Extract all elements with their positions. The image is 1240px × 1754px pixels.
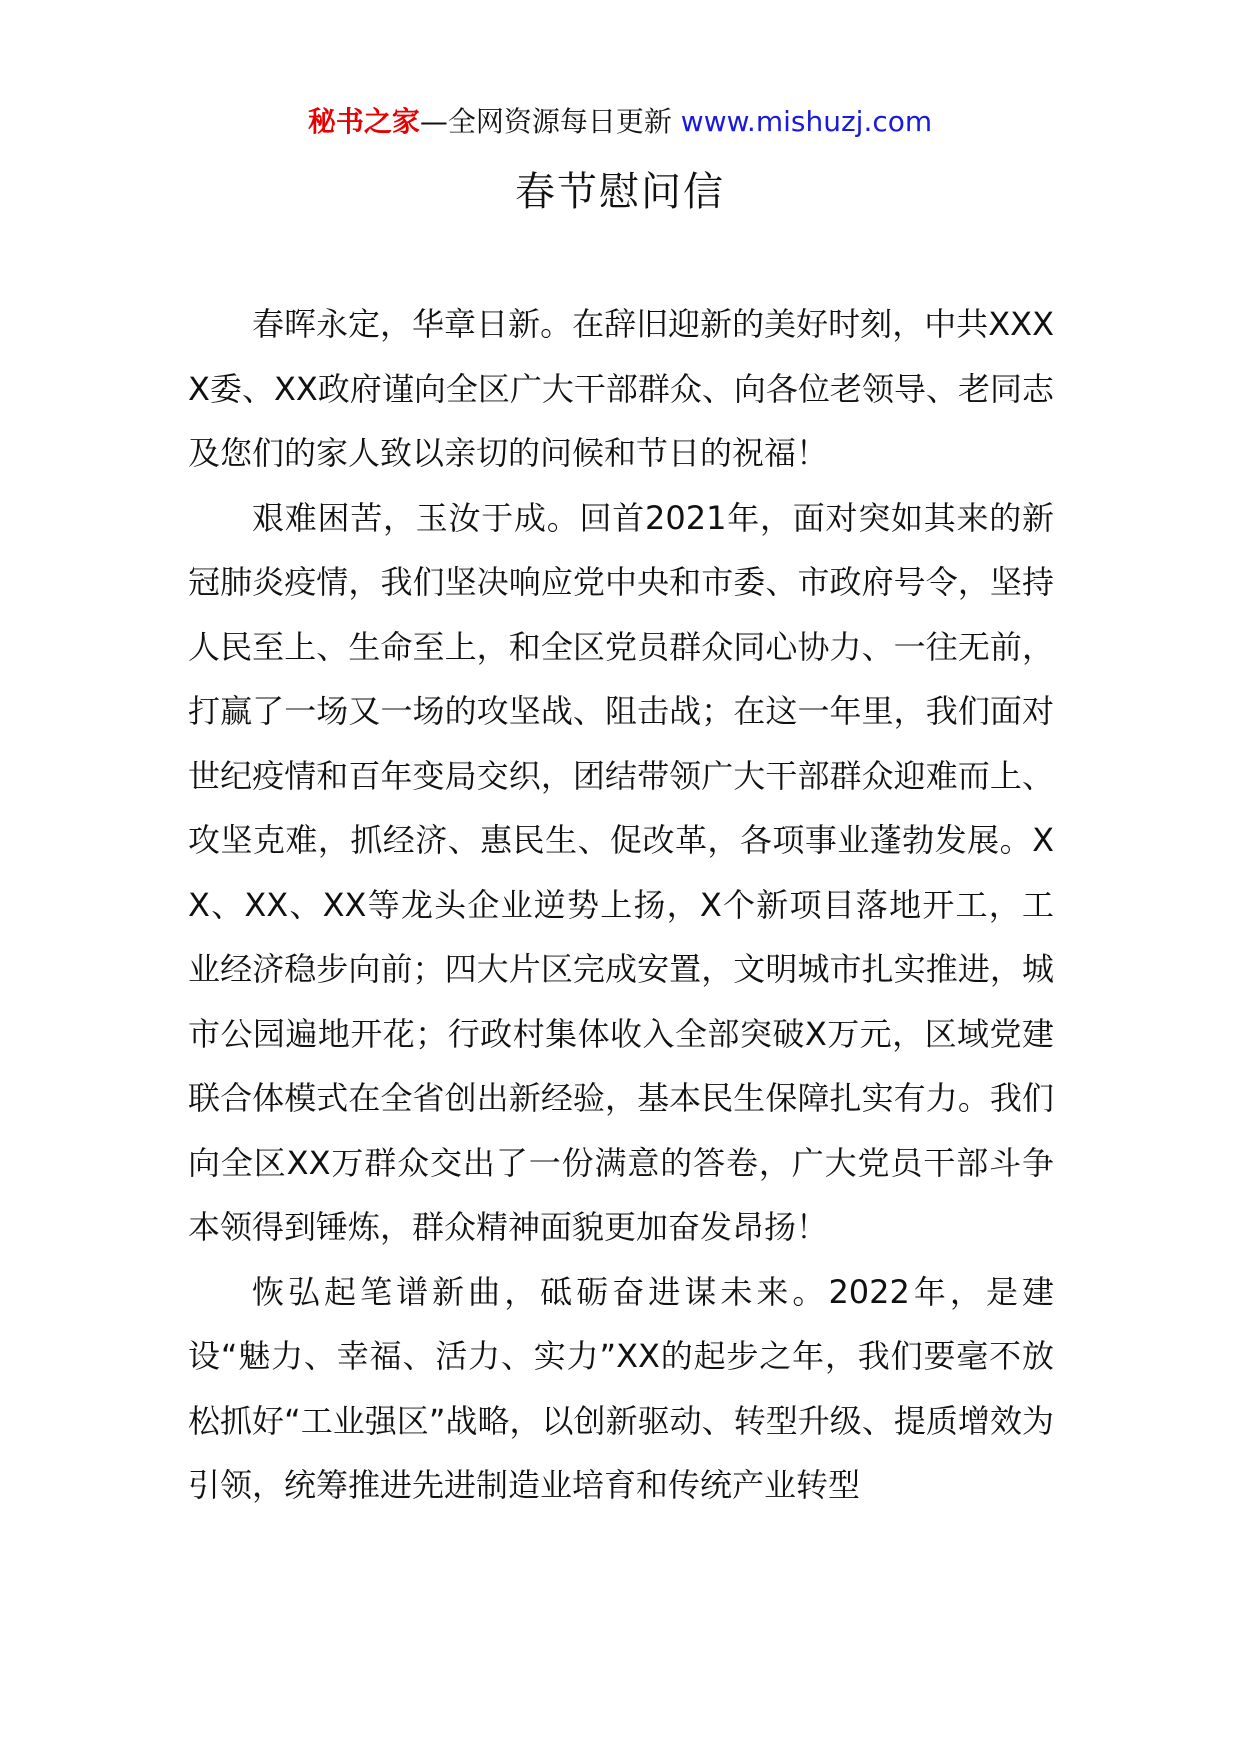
- document-body: [188, 292, 1054, 1518]
- site-header: [0, 100, 1240, 144]
- site-brand: 秘书之家: [307, 105, 420, 138]
- site-slogan: —全网资源每日更新: [419, 105, 672, 138]
- paragraph-1: 春晖永定，华章日新。在辞旧迎新的美好时刻，中共XXXX委、XX政府谨向全区广大干部群众、向各位老领导、老同志及您们的家人致以亲切的问候和节日的祝福！: [188, 305, 1054, 472]
- paragraph-3: 恢弘起笔谱新曲，砥砺奋进谋未来。2022年，是建设“魅力、幸福、活力、实力”XX的起步之年，我们要毫不放松抓好“工业强区”战略，以创新驱动、转型升级、提质增效为引领，统筹推进先进制造业培育和传统产业转型: [188, 1272, 1054, 1504]
- site-url-link[interactable]: www.mishuzj.com: [680, 105, 933, 138]
- paragraph-2: 艰难困苦，玉汝于成。回首2021年，面对突如其来的新冠肺炎疫情，我们坚决响应党中央和市委、市政府号令，坚持人民至上、生命至上，和全区党员群众同心协力、一往无前，打赢了一场又一场的攻坚战、阻击战；在这一年里，我们面对世纪疫情和百年变局交织，团结带领广大干部群众迎难而上、攻坚克难，抓经济、惠民生、促改革，各项事业蓬勃发展。XX、XX、XX等龙头企业逆势上扬，X个新项目落地开工，工业经济稳步向前；四大片区完成安置，文明城市扎实推进，城市公园遍地开花；行政村集体收入全部突破X万元，区域党建联合体模式在全省创出新经验，基本民生保障扎实有力。我们向全区XX万群众交出了一份满意的答卷，广大党员干部斗争本领得到锤炼，群众精神面貌更加奋发昂扬！: [188, 498, 1054, 1246]
- document-title: 春节慰问信: [515, 169, 725, 215]
